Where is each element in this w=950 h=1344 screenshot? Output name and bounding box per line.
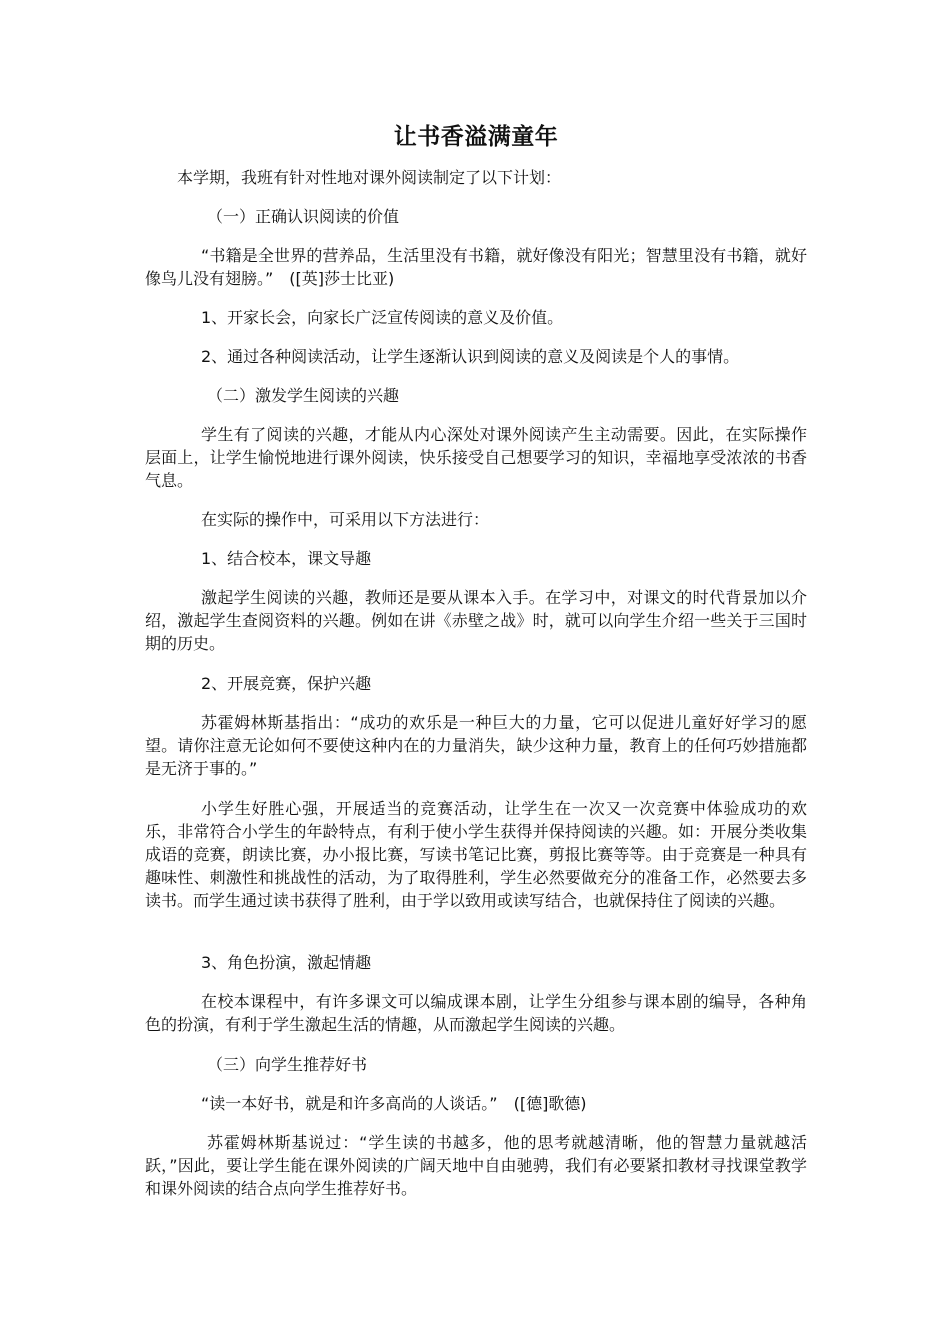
paragraph-recommend: 苏霍姆林斯基说过：“学生读的书越多，他的思考就越清晰，他的智慧力量就越活跃，”因此，要让学生能在课外阅读的广阔天地中自由驰骋，我们有必要紧扣教材寻找课堂教学和课外阅读的结合点向学生推荐好书。 [145, 1133, 807, 1198]
document-title: 让书香溢满童年 [393, 124, 559, 150]
list-item-2: 2、通过各种阅读活动，让学生逐渐认识到阅读的意义及阅读是个人的事情。 [201, 347, 740, 366]
method-heading-1: 1、结合校本，课文导趣 [201, 549, 372, 568]
heading-section-3: （三）向学生推荐好书 [207, 1055, 368, 1074]
paragraph-interest: 学生有了阅读的兴趣，才能从内心深处对课外阅读产生主动需要。因此，在实际操作层面上，让学生愉悦地进行课外阅读，快乐接受自己想要学习的知识，幸福地享受浓浓的书香气息。 [145, 425, 807, 490]
paragraph-intro: 本学期，我班有针对性地对课外阅读制定了以下计划： [177, 168, 562, 187]
list-item-1: 1、开家长会，向家长广泛宣传阅读的意义及价值。 [201, 308, 564, 327]
heading-section-1: （一）正确认识阅读的价值 [207, 207, 400, 226]
method-heading-2: 2、开展竞赛，保护兴趣 [201, 674, 372, 693]
paragraph-textbook: 激起学生阅读的兴趣，教师还是要从课本入手。在学习中，对课文的时代背景加以介绍，激起学生查阅资料的兴趣。例如在讲《赤壁之战》时，就可以向学生介绍一些关于三国时期的历史。 [145, 588, 807, 653]
paragraph-role-play: 在校本课程中，有许多课文可以编成课本剧，让学生分组参与课本剧的编导，各种角色的扮演，有利于学生激起生活的情趣，从而激起学生阅读的兴趣。 [145, 992, 807, 1034]
heading-section-2: （二）激发学生阅读的兴趣 [207, 386, 400, 405]
quote-shakespeare: “书籍是全世界的营养品，生活里没有书籍，就好像没有阳光；智慧里没有书籍，就好像鸟儿没有翅膀。” ([英]莎士比亚) [145, 246, 807, 288]
paragraph-methods: 在实际的操作中，可采用以下方法进行： [201, 510, 490, 529]
method-heading-3: 3、角色扮演，激起情趣 [201, 953, 372, 972]
quote-goethe: “读一本好书，就是和许多高尚的人谈话。” ([德]歌德) [201, 1094, 587, 1113]
quote-sukhomlinsky: 苏霍姆林斯基指出：“成功的欢乐是一种巨大的力量，它可以促进儿童好好学习的愿望。请你注意无论如何不要使这种内在的力量消失，缺少这种力量，教育上的任何巧妙措施都是无济于事的。” [145, 713, 807, 778]
paragraph-competition: 小学生好胜心强，开展适当的竞赛活动，让学生在一次又一次竞赛中体验成功的欢乐，非常符合小学生的年龄特点，有利于使小学生获得并保持阅读的兴趣。如：开展分类收集成语的竞赛，朗读比赛，办小报比赛，写读书笔记比赛，剪报比赛等等。由于竞赛是一种具有趣味性、刺激性和挑战性的活动，为了取得胜利，学生必然要做充分的准备工作，必然要去多读书。而学生通过读书获得了胜利，由于学以致用或读写结合，也就保持住了阅读的兴趣。 [145, 799, 807, 910]
